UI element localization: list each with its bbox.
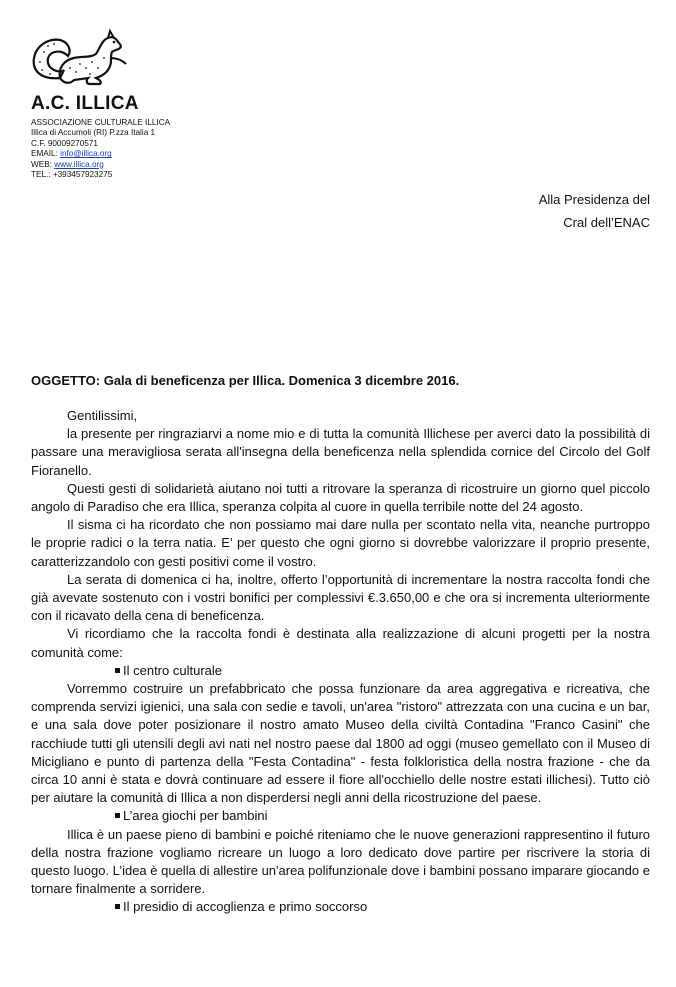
email-label: EMAIL: bbox=[31, 149, 58, 159]
web-label: WEB: bbox=[31, 159, 52, 169]
paragraph-7: Illica è un paese pieno di bambini e poiché riteniamo che le nuove generazioni rappresentino il futuro della nostra frazione vogliamo ricreare un luogo a loro dedicato dove partire per riscrivere la storia di questo luogo. L’idea è quella di allestire un'area polifunzionale dove i bambini possano imparare giocando e tornare finalmente a sorridere. bbox=[31, 826, 650, 897]
salutation: Gentilissimi, bbox=[67, 408, 138, 423]
bullet-label: Il presidio di accoglienza e primo soccorso bbox=[123, 899, 368, 915]
letter-subject: OGGETTO: Gala di beneficenza per Illica. Domenica 3 dicembre 2016. bbox=[31, 373, 460, 388]
org-contact-block bbox=[31, 118, 170, 180]
bullet-label: L’area giochi per bambini bbox=[123, 808, 268, 824]
org-tax-code: C.F. 90009270571 bbox=[31, 138, 98, 148]
bullet-label: Il centro culturale bbox=[123, 662, 222, 678]
paragraph-3: Il sisma ci ha ricordato che non possiamo mai dare nulla per scontato nella vita, neanche purtroppo le proprie radici o la terra natia. E’ per questo che ogni giorno si dovrebbe valorizzare il proprio presente, caratterizzandolo con gesti positivi come il vostro. bbox=[31, 517, 650, 569]
email-link[interactable]: info@illica.org bbox=[60, 149, 112, 159]
recipient-block bbox=[539, 188, 650, 234]
bullet-square-icon bbox=[115, 904, 120, 909]
org-name: A.C. ILLICA bbox=[31, 93, 139, 114]
bullet-item bbox=[31, 898, 650, 916]
paragraph-4: La serata di domenica ci ha, inoltre, offerto l’opportunità di incrementare la nostra raccolta fondi che già avevate sostenuto con i vostri bonifici per complessivi €.3.650,00 e che ora si incrementa ulteriormente con il ricavato della cena di beneficenza. bbox=[31, 571, 650, 624]
bullet-square-icon bbox=[115, 668, 120, 673]
paragraph-2: Questi gesti di solidarietà aiutano noi tutti a ritrovare la speranza di ricostruire un giorno quel piccolo angolo di Paradiso che era Illica, speranza colpita al cuore in quella terribile notte del 24 agosto. bbox=[31, 480, 650, 515]
paragraph-5: Vi ricordiamo che la raccolta fondi è destinata alla realizzazione di alcuni progetti per la nostra comunità come: bbox=[31, 626, 650, 660]
org-email-line bbox=[31, 149, 170, 159]
bullet-square-icon bbox=[115, 813, 120, 818]
letter-body bbox=[31, 407, 650, 917]
paragraph-1: la presente per ringraziarvi a nome mio e di tutta la comunità Illichese per averci dato la possibilità di passare una meravigliosa serata all'insegna della beneficenza nella splendida cornice del Circolo del Golf Fioranello. bbox=[31, 426, 650, 478]
web-link[interactable]: www.illica.org bbox=[54, 159, 104, 169]
org-address: Illica di Accumoli (RI) P.zza Italia 1 bbox=[31, 128, 156, 138]
org-phone: TEL.: +393457923275 bbox=[31, 170, 113, 180]
org-web-line bbox=[31, 160, 170, 170]
paragraph-6: Vorremmo costruire un prefabbricato che possa funzionare da area aggregativa e ricreativa, che comprenda servizi igienici, una sala con sedie e tavoli, un'area "ristoro" attrezzata con una cucina e un bar, e una sala dove poter posizionare il nostro amato Museo della civiltà Contadina "Franco Casini" che racchiude tutti gli utensili degli avi nati nel nostro paese dal 1800 ad oggi (museo gemellato con il Museo di Micigliano e punto di partenza della "Festa Contadina" - festa folkloristica della nostra frazione - che da circa 10 anni è stata e dovrà continuare ad essere il fiore all'occhiello delle nostre estati illichesi). Tutto ciò per aiutare la comunità di Illica a non disperdersi negli anni della ricostruzione del paese. bbox=[31, 681, 650, 806]
org-full-name: ASSOCIAZIONE CULTURALE ILLICA bbox=[31, 118, 171, 127]
recipient-line-2: Cral dell’ENAC bbox=[563, 215, 650, 230]
recipient-line-1: Alla Presidenza del bbox=[538, 192, 650, 207]
bullet-item bbox=[31, 662, 650, 680]
squirrel-logo bbox=[30, 28, 128, 86]
bullet-item bbox=[31, 807, 650, 825]
